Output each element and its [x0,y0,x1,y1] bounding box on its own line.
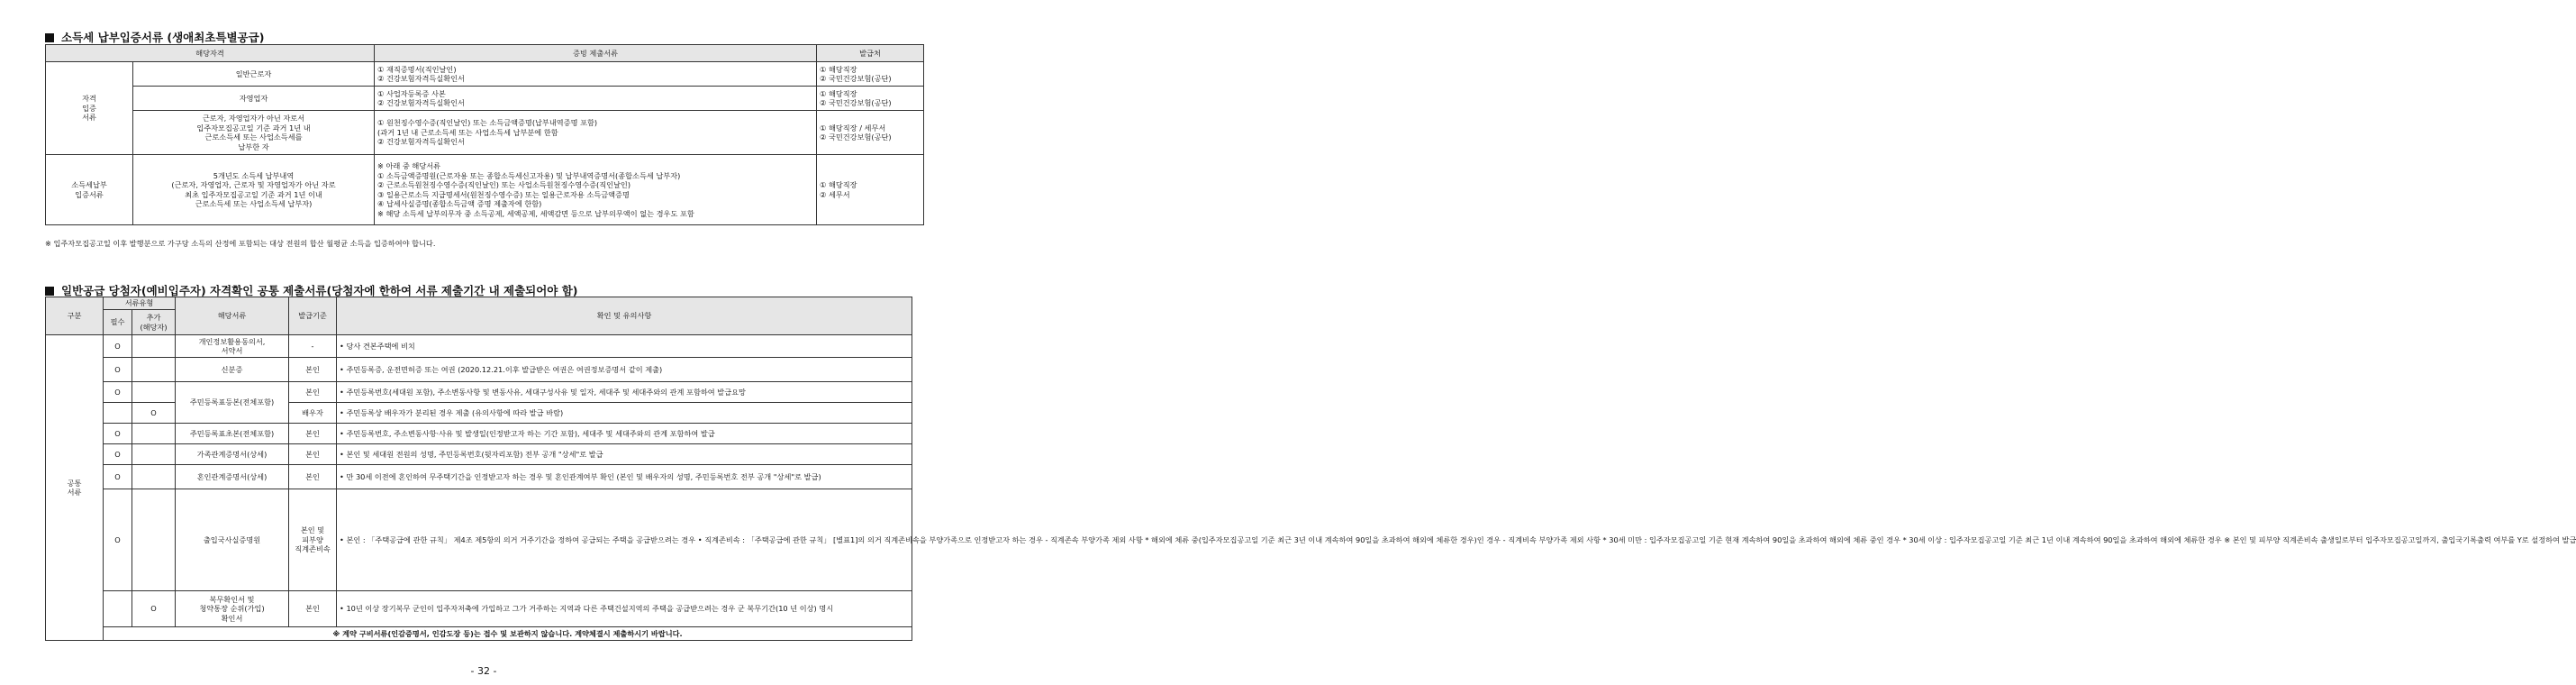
header-category: 구분 [46,297,104,335]
square-bullet-icon [45,287,54,296]
header-documents: 증빙 제출서류 [375,45,817,62]
qualification-cell: 자영업자 [133,87,375,111]
group-qualification-label: 자격 입증 서류 [46,62,133,155]
note-cell: • 주민등록번호(세대원 포함), 주소변동사항 및 변동사유, 세대구성사유 및 일자, 세대주 및 세대주와의 관계 포함하여 발급요망 [337,382,912,403]
header-qualification: 해당자격 [46,45,375,62]
document-name: 주민등록표초본(전체포함) [176,424,289,444]
additional-mark [132,358,176,382]
document-name: 출입국사실증명원 [176,489,289,591]
note-cell: • 당사 견본주택에 비치 [337,335,912,358]
document-name: 가족관계증명서(상세) [176,444,289,465]
issuer-cell: ① 해당직장 ② 국민건강보험(공단) [817,87,924,111]
note-cell: • 주민등록상 배우자가 분리된 경우 제출 (유의사항에 따라 발급 바람) [337,403,912,424]
header-doc-type: 서류유형 [104,297,176,310]
required-mark: O [104,444,132,465]
required-mark: O [104,465,132,489]
issue-basis: 본인 [289,358,337,382]
qualification-cell: 5개년도 소득세 납부내역 (근로자, 자영업자, 근로자 및 자영업자가 아닌 자로 최초 입주자모집공고일 기준 과거 1년 이내 근로소득세 또는 사업소득세 납부자) [133,155,375,225]
document-name: 신분증 [176,358,289,382]
document-name: 주민등록표등본(전체포함) [176,382,289,424]
additional-mark: O [132,403,176,424]
group-common-label: 공통 서류 [46,335,104,641]
header-additional: 추가 (해당자) [132,310,176,335]
issue-basis: 본인 [289,424,337,444]
additional-mark [132,382,176,403]
issue-basis: 본인 [289,591,337,627]
header-basis: 발급기준 [289,297,337,335]
footer-note: ※ 계약 구비서류(인감증명서, 인감도장 등)는 접수 및 보관하지 않습니다. 계약체결시 제출하시기 바랍니다. [104,627,912,641]
additional-mark [132,489,176,591]
additional-mark [132,335,176,358]
note-cell: • 본인 및 세대원 전원의 성명, 주민등록번호(뒷자리포함) 전부 공개 "상세"로 발급 [337,444,912,465]
required-mark: O [104,489,132,591]
documents-cell: ① 원천징수영수증(직인날인) 또는 소득금액증명(납부내역증명 포함) (과거 1년 내 근로소득세 또는 사업소득세 납부분에 한함 ② 건강보험자격득실확인서 [375,111,817,155]
required-mark: O [104,424,132,444]
note-cell: • 주민등록번호, 주소변동사항·사유 및 발생일(인정받고자 하는 기간 포함), 세대주 및 세대주와의 관계 포함하여 발급 [337,424,912,444]
section1-title: 소득세 납부입증서류 (생애최초특별공급) [45,29,264,45]
document-name: 개인정보활용동의서, 서약서 [176,335,289,358]
note-cell: • 주민등록증, 운전면허증 또는 여권 (2020.12.21.이후 발급받은 여권은 여권정보증명서 같이 제출) [337,358,912,382]
issuer-cell: ① 해당직장 ② 세무서 [817,155,924,225]
additional-mark [132,444,176,465]
note-cell: • 만 30세 이전에 혼인하여 무주택기간을 인정받고자 하는 경우 및 혼인관계여부 확인 (본인 및 배우자의 성명, 주민등록번호 전부 공개 "상세"로 발급) [337,465,912,489]
issuer-cell: ① 해당직장 ② 국민건강보험(공단) [817,62,924,87]
page-number: - 32 - [470,665,497,677]
required-mark [104,403,132,424]
header-notes: 확인 및 유의사항 [337,297,912,335]
qualification-cell: 근로자, 자영업자가 아닌 자로서 입주자모집공고일 기준 과거 1년 내 근로소득세 또는 사업소득세를 납부한 자 [133,111,375,155]
additional-mark [132,424,176,444]
issue-basis: 배우자 [289,403,337,424]
documents-cell: ① 재직증명서(직인날인) ② 건강보험자격득실확인서 [375,62,817,87]
required-mark: O [104,335,132,358]
section2-title: 일반공급 당첨자(예비입주자) 자격확인 공통 제출서류(당첨자에 한하여 서류 제출기간 내 제출되어야 함) [45,282,578,298]
common-documents-table [45,297,2576,641]
document-name: 복무확인서 및 청약통장 순위(가입) 확인서 [176,591,289,627]
required-mark [104,591,132,627]
square-bullet-icon [45,33,54,42]
issuer-cell: ① 해당직장 / 세무서 ② 국민건강보험(공단) [817,111,924,155]
issue-basis: - [289,335,337,358]
documents-cell: ※ 아래 중 해당서류 ① 소득금액증명원(근로자용 또는 종합소득세신고자용) 및 납부내역증명서(종합소득세 납부자) ② 근로소득원천징수영수증(직인날인) 또는 사업소득원천징수영수증(직인날인) ③ 일용근로소득 지급명세서(원천징수영수증) 또는 일용근로자용 소득금액증명 ④ 납세사실증명(종합소득금액 증명 제출자에 한함) ※ 해당 소득세 납부의무자 중 소득공제, 세액공제, 세액감면 등으로 납부의무액이 없는 경우도 포함 [375,155,817,225]
header-issuer: 발급처 [817,45,924,62]
issue-basis: 본인 및 피부양 직계존비속 [289,489,337,591]
header-required: 필수 [104,310,132,335]
note-cell: • 10년 이상 장기복무 군인이 입주자저축에 가입하고 그가 거주하는 지역과 다른 주택건설지역의 주택을 공급받으려는 경우 군 복무기간(10 년 이상) 명시 [337,591,912,627]
note-cell: • 본인 : 「주택공급에 관한 규칙」 제4조 제5항의 의거 거주기간을 정하여 공급되는 주택을 공급받으려는 경우 • 직계존비속 : 「주택공급에 관한 규칙」 [별표1]의 의거 직계존비속을 부양가족으로 인정받고자 하는 경우 - 직계존속 부양가족 제외 사항 * 해외에 체류 중(입주자모집공고일 기준 최근 3년 이내 계속하여 90일을 초과하여 해외에 체류한 경우)인 경우 - 직계비속 부양가족 제외 사항 * 30세 미만 : 입주자모집공고일 기준 현재 계속하여 90일을 초과하여 해외에 체류 중인 경우 * 30세 이상 : 입주자모집공고일 기준 최근 1년 이내 계속하여 90일을 초과하여 해외에 체류한 경우 ※ 본인 및 피부양 직계존비속 출생일로부터 입주자모집공고일까지, 출입국기록출력 여부를 Y로 설정하여 발급 [337,489,912,591]
additional-mark [132,465,176,489]
qualification-cell: 일반근로자 [133,62,375,87]
issue-basis: 본인 [289,465,337,489]
income-tax-table [45,44,924,225]
additional-mark: O [132,591,176,627]
issue-basis: 본인 [289,444,337,465]
issue-basis: 본인 [289,382,337,403]
group-tax-label: 소득세납부 입증서류 [46,155,133,225]
documents-cell: ① 사업자등록증 사본 ② 건강보험자격득실확인서 [375,87,817,111]
header-document: 해당서류 [176,297,289,335]
document-name: 혼인관계증명서(상세) [176,465,289,489]
required-mark: O [104,382,132,403]
required-mark: O [104,358,132,382]
section1-note: ※ 입주자모집공고일 이후 발행분으로 가구당 소득의 산정에 포함되는 대상 전원의 합산 월평균 소득을 입증하여야 합니다. [45,239,436,248]
